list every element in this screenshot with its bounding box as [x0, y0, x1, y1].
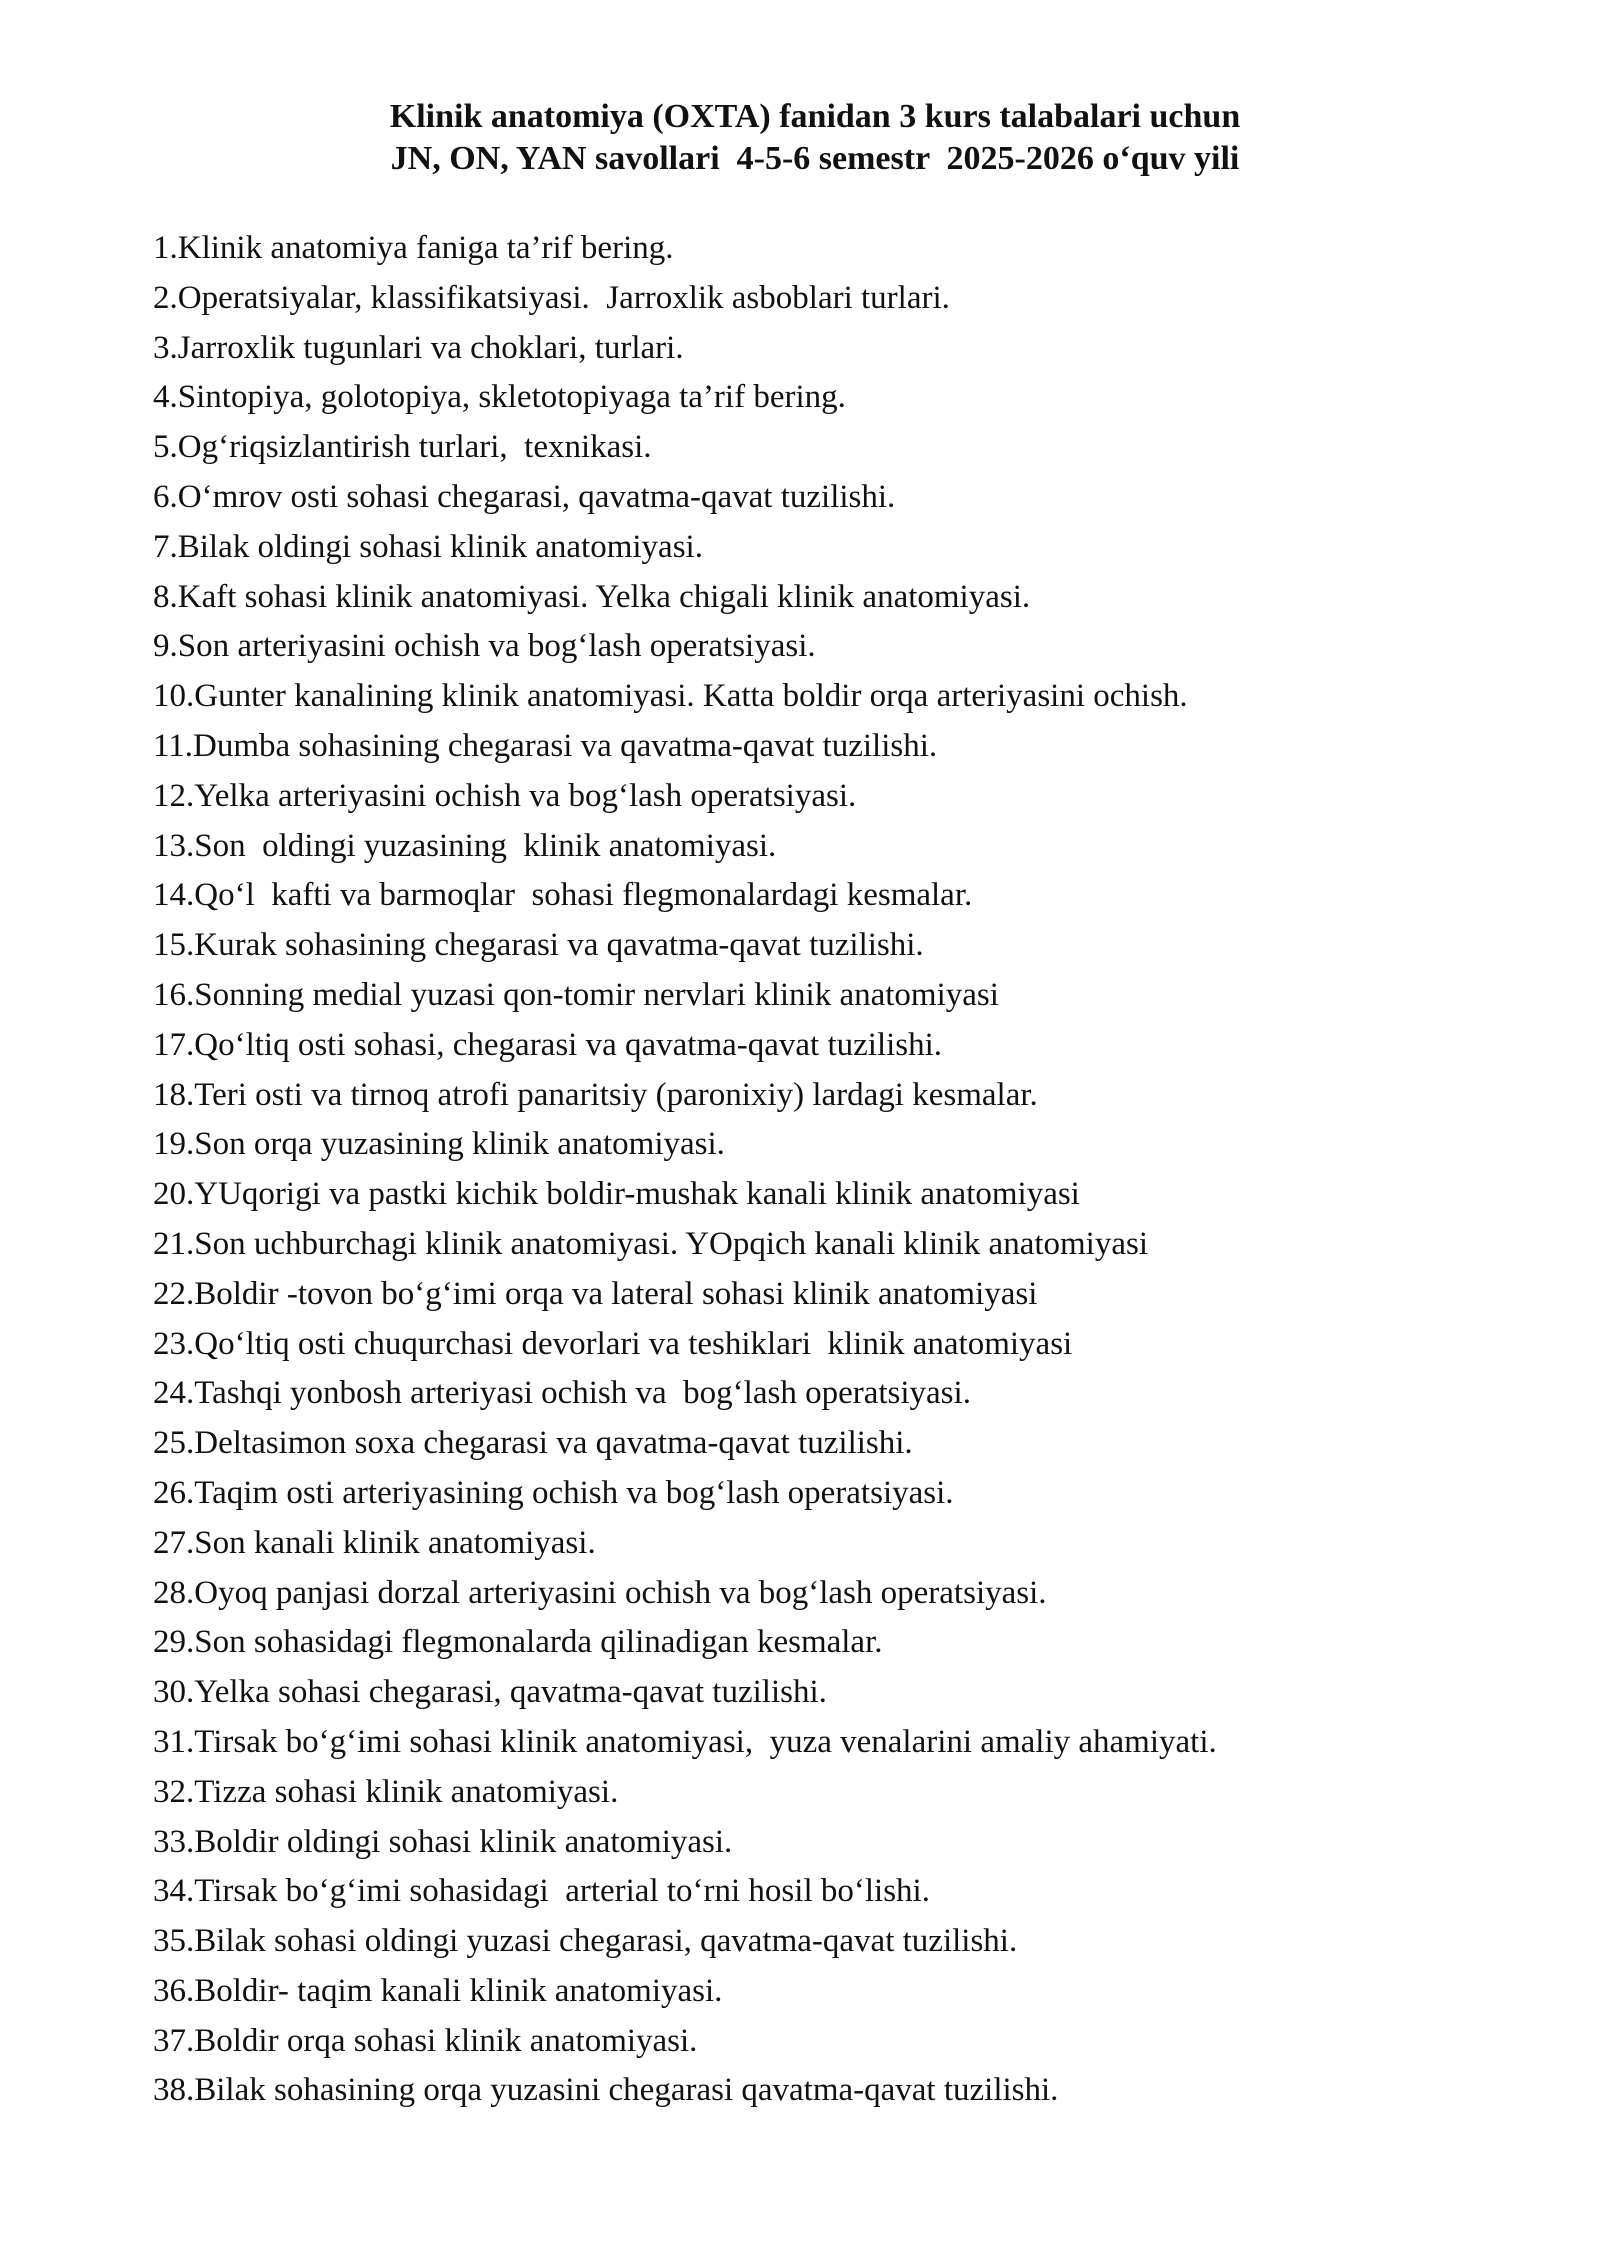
question-item: 17.Qo‘ltiq osti sohasi, chegarasi va qavatma-qavat tuzilishi.	[153, 1026, 943, 1063]
question-item: 4.Sintopiya, golotopiya, skletotopiyaga ta’rif bering.	[153, 379, 846, 416]
question-item: 26.Taqim osti arteriyasining ochish va bog‘lash operatsiyasi.	[153, 1474, 954, 1511]
title-line-2: JN, ON, YAN savollari 4-5-6 semestr 2025-2026 o‘quv yili	[390, 140, 1240, 177]
question-item: 22.Boldir -tovon bo‘g‘imi orqa va lateral sohasi klinik anatomiyasi	[153, 1275, 1038, 1312]
question-item: 34.Tirsak bo‘g‘imi sohasidagi arterial to‘rni hosil bo‘lishi.	[153, 1873, 930, 1910]
question-item: 12.Yelka arteriyasini ochish va bog‘lash operatsiyasi.	[153, 777, 857, 814]
question-item: 8.Kaft sohasi klinik anatomiyasi. Yelka chigali klinik anatomiyasi.	[153, 578, 1031, 615]
question-item: 13.Son oldingi yuzasining klinik anatomiyasi.	[153, 827, 777, 864]
question-item: 32.Tizza sohasi klinik anatomiyasi.	[153, 1773, 619, 1810]
question-item: 6.O‘mrov osti sohasi chegarasi, qavatma-qavat tuzilishi.	[153, 478, 896, 515]
question-item: 7.Bilak oldingi sohasi klinik anatomiyasi.	[153, 528, 703, 565]
title-line-1: Klinik anatomiya (OXTA) fanidan 3 kurs talabalari uchun	[389, 98, 1241, 135]
question-item: 19.Son orqa yuzasining klinik anatomiyasi.	[153, 1126, 725, 1163]
question-item: 5.Og‘riqsizlantirish turlari, texnikasi.	[153, 429, 652, 466]
question-item: 18.Teri osti va tirnoq atrofi panaritsiy (paronixiy) lardagi kesmalar.	[153, 1076, 1038, 1113]
question-item: 10.Gunter kanalining klinik anatomiyasi. Katta boldir orqa arteriyasini ochish.	[153, 678, 1188, 715]
question-item: 14.Qo‘l kafti va barmoqlar sohasi flegmonalardagi kesmalar.	[153, 877, 973, 914]
question-item: 33.Boldir oldingi sohasi klinik anatomiyasi.	[153, 1823, 733, 1860]
question-item: 20.YUqorigi va pastki kichik boldir-mushak kanali klinik anatomiyasi	[153, 1176, 1080, 1213]
question-item: 27.Son kanali klinik anatomiyasi.	[153, 1524, 596, 1561]
question-item: 1.Klinik anatomiya faniga ta’rif bering.	[153, 230, 674, 266]
question-item: 25.Deltasimon soxa chegarasi va qavatma-qavat tuzilishi.	[153, 1425, 913, 1462]
question-item: 16.Sonning medial yuzasi qon-tomir nervlari klinik anatomiyasi	[153, 976, 999, 1013]
question-item: 29.Son sohasidagi flegmonalarda qilinadigan kesmalar.	[153, 1624, 883, 1661]
question-item: 35.Bilak sohasi oldingi yuzasi chegarasi, qavatma-qavat tuzilishi.	[153, 1923, 1018, 1960]
question-item: 21.Son uchburchagi klinik anatomiyasi. YOpqich kanali klinik anatomiyasi	[153, 1225, 1149, 1262]
question-item: 37.Boldir orqa sohasi klinik anatomiyasi.	[153, 2022, 698, 2059]
question-list	[153, 224, 1217, 2116]
question-item: 15.Kurak sohasining chegarasi va qavatma-qavat tuzilishi.	[153, 927, 924, 964]
question-item: 30.Yelka sohasi chegarasi, qavatma-qavat tuzilishi.	[153, 1674, 827, 1711]
question-item: 38.Bilak sohasining orqa yuzasini chegarasi qavatma-qavat tuzilishi.	[153, 2072, 1059, 2109]
document-heading	[0, 96, 1600, 180]
question-item: 28.Oyoq panjasi dorzal arteriyasini ochish va bog‘lash operatsiyasi.	[153, 1574, 1047, 1611]
question-item: 24.Tashqi yonbosh arteriyasi ochish va bog‘lash operatsiyasi.	[153, 1375, 971, 1412]
question-item: 9.Son arteriyasini ochish va bog‘lash operatsiyasi.	[153, 628, 816, 665]
question-item: 31.Tirsak bo‘g‘imi sohasi klinik anatomiyasi, yuza venalarini amaliy ahamiyati.	[153, 1723, 1217, 1760]
question-item: 2.Operatsiyalar, klassifikatsiyasi. Jarroxlik asboblari turlari.	[153, 279, 950, 316]
question-item: 11.Dumba sohasining chegarasi va qavatma-qavat tuzilishi.	[153, 727, 938, 764]
question-item: 3.Jarroxlik tugunlari va choklari, turlari.	[153, 329, 684, 366]
question-item: 36.Boldir- taqim kanali klinik anatomiyasi.	[153, 1972, 723, 2009]
question-item: 23.Qo‘ltiq osti chuqurchasi devorlari va teshiklari klinik anatomiyasi	[153, 1325, 1073, 1362]
